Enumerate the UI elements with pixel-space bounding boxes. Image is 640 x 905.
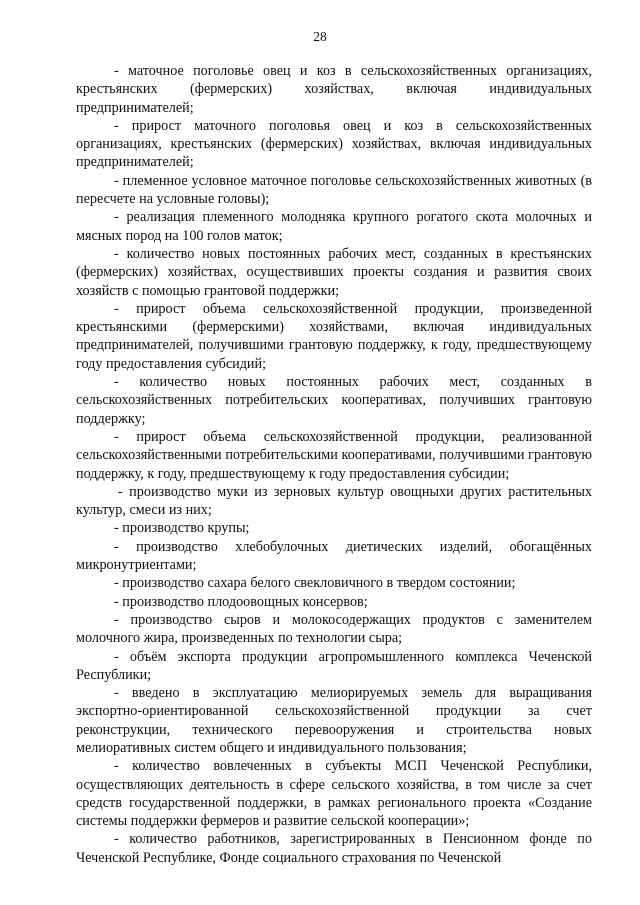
paragraph-reclaimed-land: - введено в эксплуатацию мелиорируемых земель для выращивания экспортно-ориентированной сельскохозяйственной продукции за счет реконструкции, технического перевооружения и строительства новых мелиоративных систем общего и индивидуального пользования; — [76, 685, 592, 756]
paragraph-sheep-goat-stock-growth: - прирост маточного поголовья овец и коз в сельскохозяйственных организациях, крестьянских (фермерских) хозяйствах, включая индивидуальных предпринимателей; — [76, 117, 592, 171]
paragraph-agro-export: - объём экспорта продукции агропромышленного комплекса Чеченской Республики; — [76, 648, 592, 683]
paragraph-sme-involvement: - количество вовлеченных в субъекты МСП Чеченской Республики, осуществляющих деятельность в сфере сельского хозяйства, в том числе за счет средств государственной поддержки, в рамках регионального проекта «Создание системы поддержки фермеров и развитие сельской кооперации»; — [76, 758, 592, 830]
paragraph-pedigree-livestock: - племенное условное маточное поголовье сельскохозяйственных животных (в пересчете на условные головы); — [76, 172, 592, 208]
paragraph-cereal-production: - производство крупы; — [114, 520, 250, 537]
paragraph-bakery-production: - производство хлебобулочных диетических изделий, обогащённых микронутриентами; — [76, 538, 592, 574]
paragraph-flour-production: - производство муки из зерновых культур овощныхи других растительных культур, смеси из них; — [76, 483, 592, 519]
paragraph-young-cattle-sales: - реализация племенного молодняка крупного рогатого скота молочных и мясных пород на 100 голов маток; — [76, 209, 592, 244]
paragraph-sheep-goat-breeding-stock: - маточное поголовье овец и коз в сельскохозяйственных организациях, крестьянских (фермерских) хозяйствах, включая индивидуальных предпринимателей; — [76, 63, 592, 116]
paragraph-sugar-production: - производство сахара белого свекловичного в твердом состоянии; — [114, 575, 516, 592]
paragraph-canned-produce: - производство плодоовощных консервов; — [114, 593, 368, 610]
paragraph-cooperative-new-jobs: - количество новых постоянных рабочих мест, созданных в сельскохозяйственных потребительских кооперативах, получивших грантовую поддержку; — [76, 374, 592, 427]
page-number: 28 — [313, 29, 327, 44]
paragraph-farm-new-jobs: - количество новых постоянных рабочих мест, созданных в крестьянских (фермерских) хозяйствах, осуществивших проекты создания и развития своих хозяйств с помощью грантовой поддержки; — [76, 245, 592, 299]
paragraph-farm-output-growth: - прирост объема сельскохозяйственной продукции, произведенной крестьянскими (фермерскими) хозяйствами, включая индивидуальных предпринимателей, получившими грантовую поддержку, к году, предшествующему году предоставления субсидий; — [76, 300, 592, 372]
paragraph-cheese-production: - производство сыров и молокосодержащих продуктов с заменителем молочного жира, произведенных по технологии сыра; — [76, 611, 592, 647]
document-body — [76, 62, 592, 867]
paragraph-registered-workers: - количество работников, зарегистрированных в Пенсионном фонде по Чеченской Республике, Фонде социального страхования по Чеченской — [76, 831, 592, 866]
paragraph-cooperative-output-growth: - прирост объема сельскохозяйственной продукции, реализованной сельскохозяйственными потребительскими кооперативами, получившими грантовую поддержку, к году, предшествующему к году предоставления субсидии; — [76, 428, 592, 482]
